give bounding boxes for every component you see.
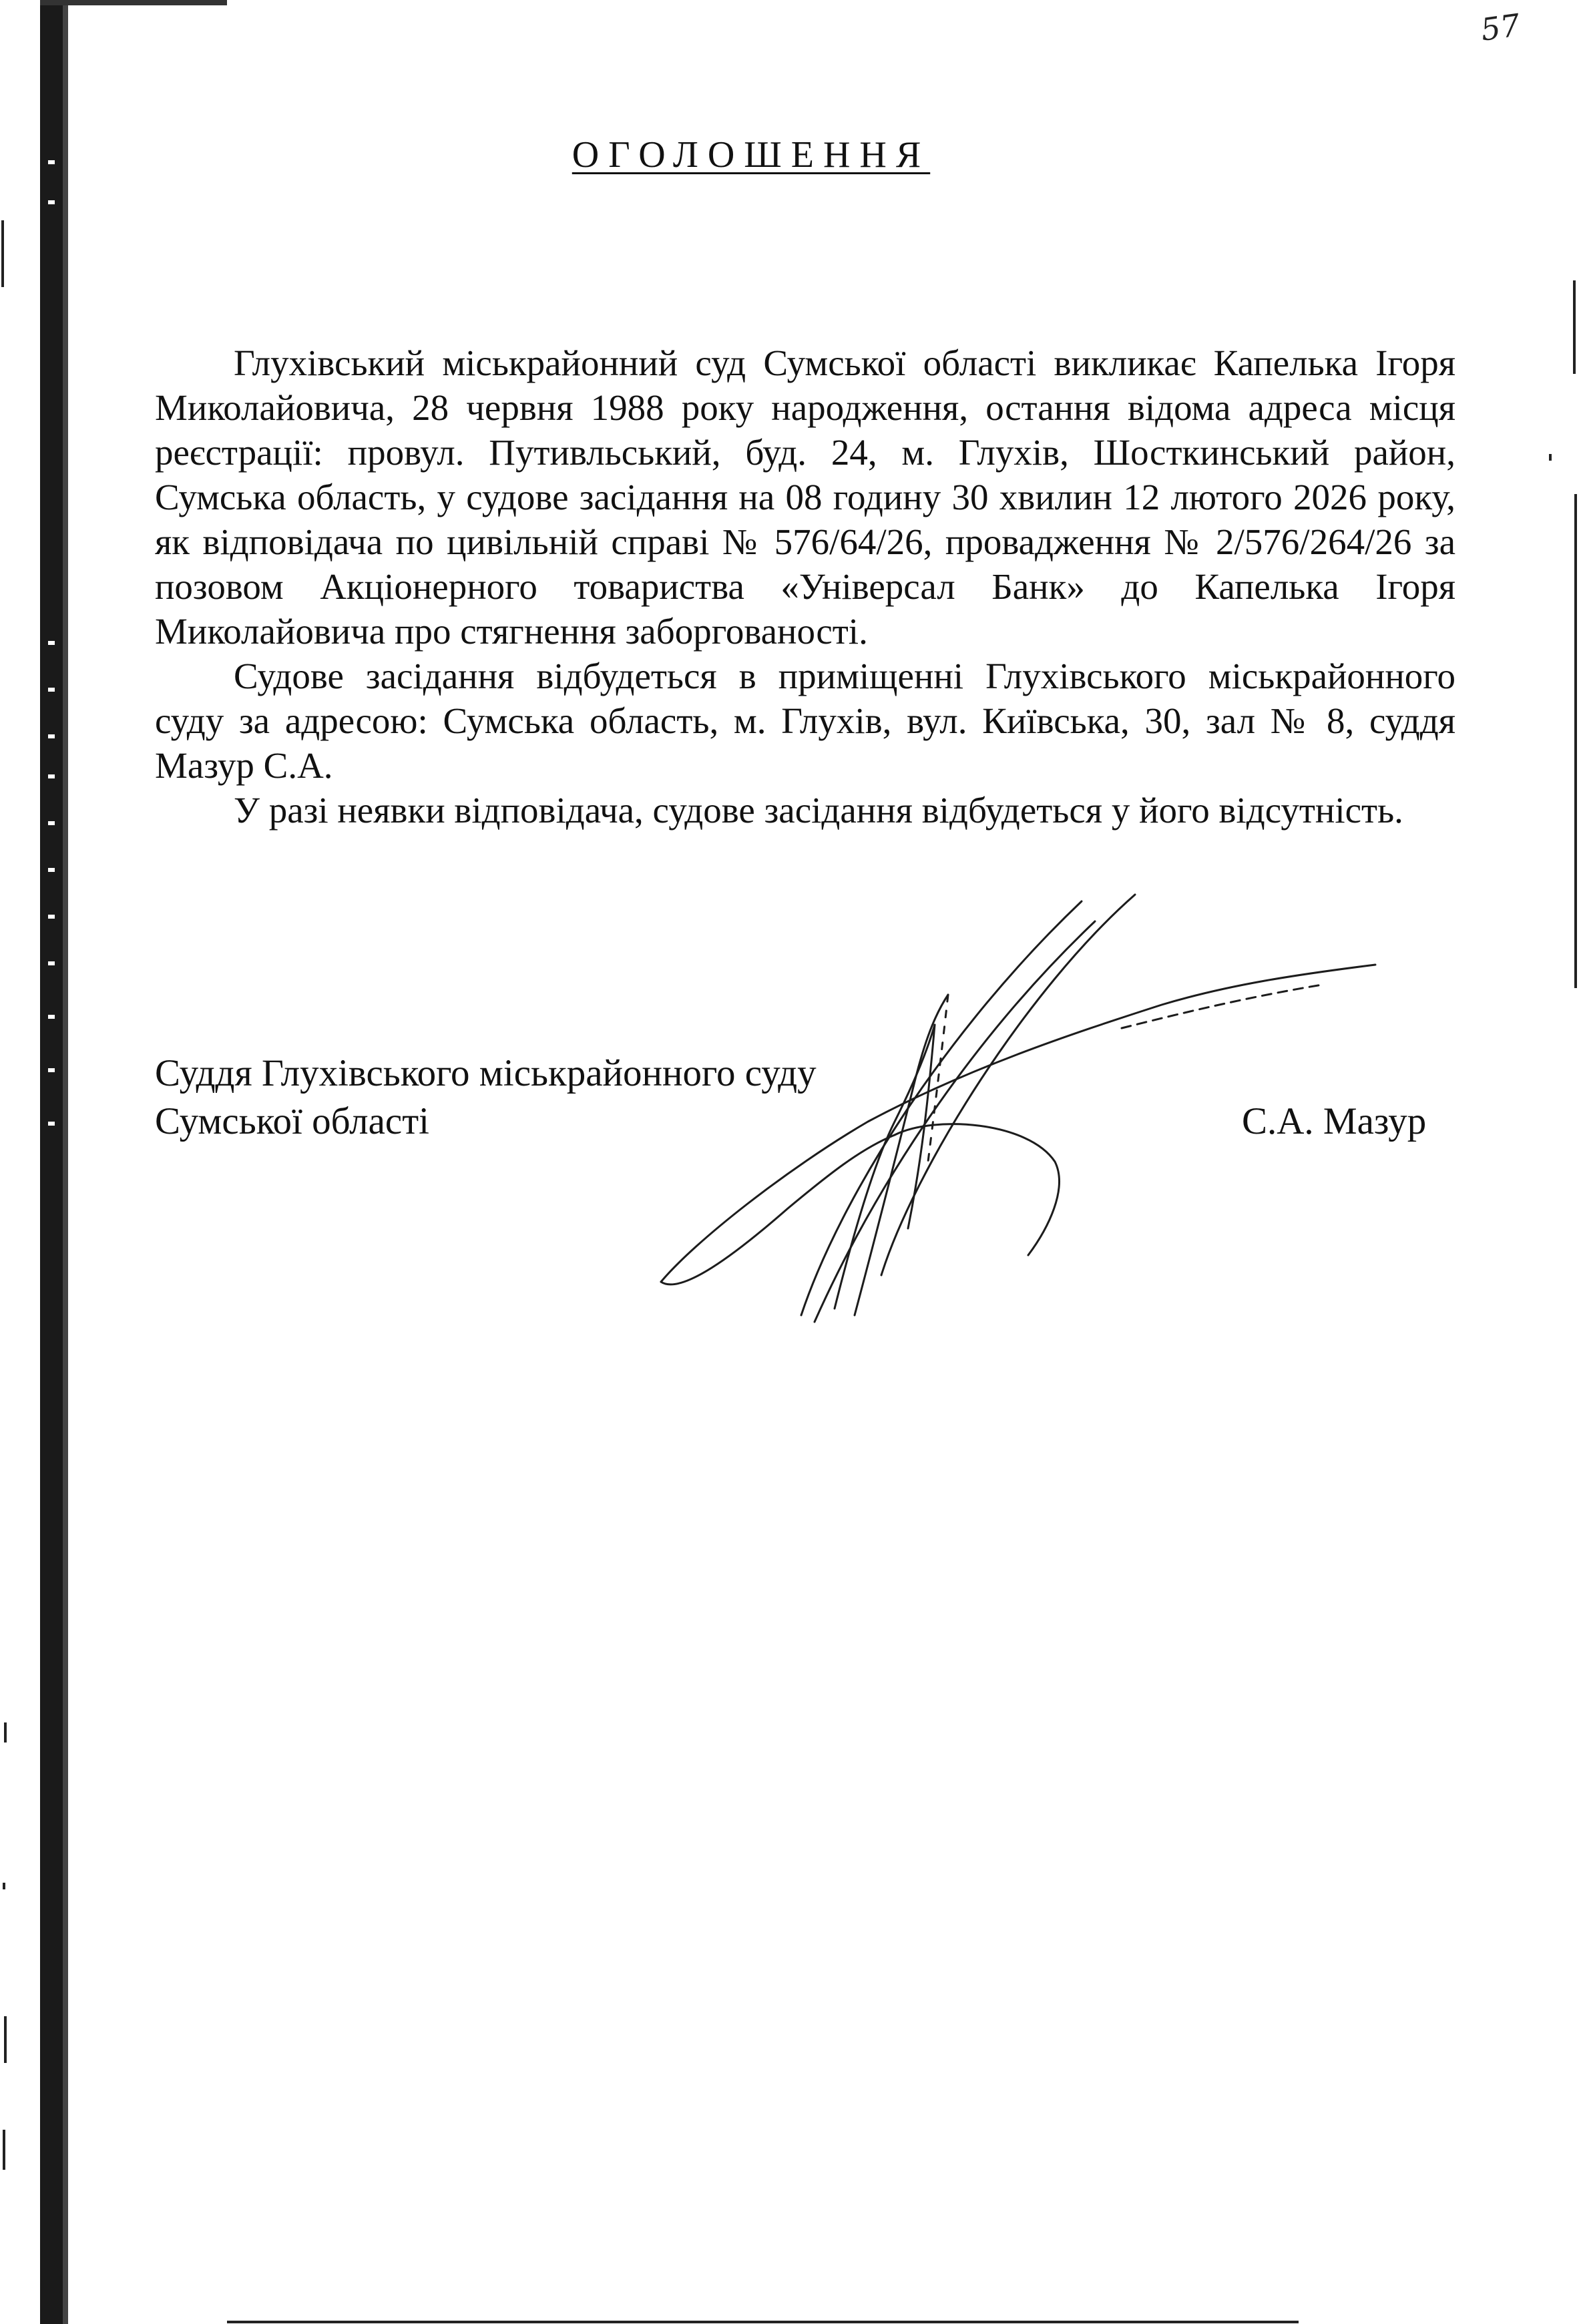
document-title: ОГОЛОШЕННЯ — [572, 134, 931, 176]
paragraph-summons: Глухівський міськрайонний суд Сумської області викликає Капелька Ігоря Миколайовича, 28 червня 1988 року народження, остання відома адреса місця реєстрації: провул. Путивльський, буд. 24, м. Глухів, Шосткинський район, Сумська область, у судове засідання на 08 годину 30 хвилин 12 лютого 2026 року, як відповідача по цивільній справі № 576/64/26, провадження № 2/576/264/26 за позовом Акціонерного товариства «Універсал Банк» до Капелька Ігоря Миколайовича про стягнення заборгованості. — [155, 342, 1455, 652]
judge-position-line2: Сумської області — [155, 1100, 429, 1142]
judge-name: С.А. Мазур — [1242, 1100, 1427, 1142]
paragraph-venue: Судове засідання відбудеться в приміщенні Глухівського міськрайонного суду за адресою: Сумська область, м. Глухів, вул. Київська, 30, зал № 8, суддя Мазур С.А. — [155, 656, 1455, 786]
paragraph-absence: У разі неявки відповідача, судове засідання відбудеться у його відсутність. — [234, 790, 1403, 831]
judge-position-line1: Суддя Глухівського міськрайонного суду — [155, 1052, 817, 1094]
page-number: 57 — [1478, 7, 1523, 48]
handwritten-signature-icon — [654, 881, 1422, 1349]
announcement-body — [155, 340, 1455, 833]
